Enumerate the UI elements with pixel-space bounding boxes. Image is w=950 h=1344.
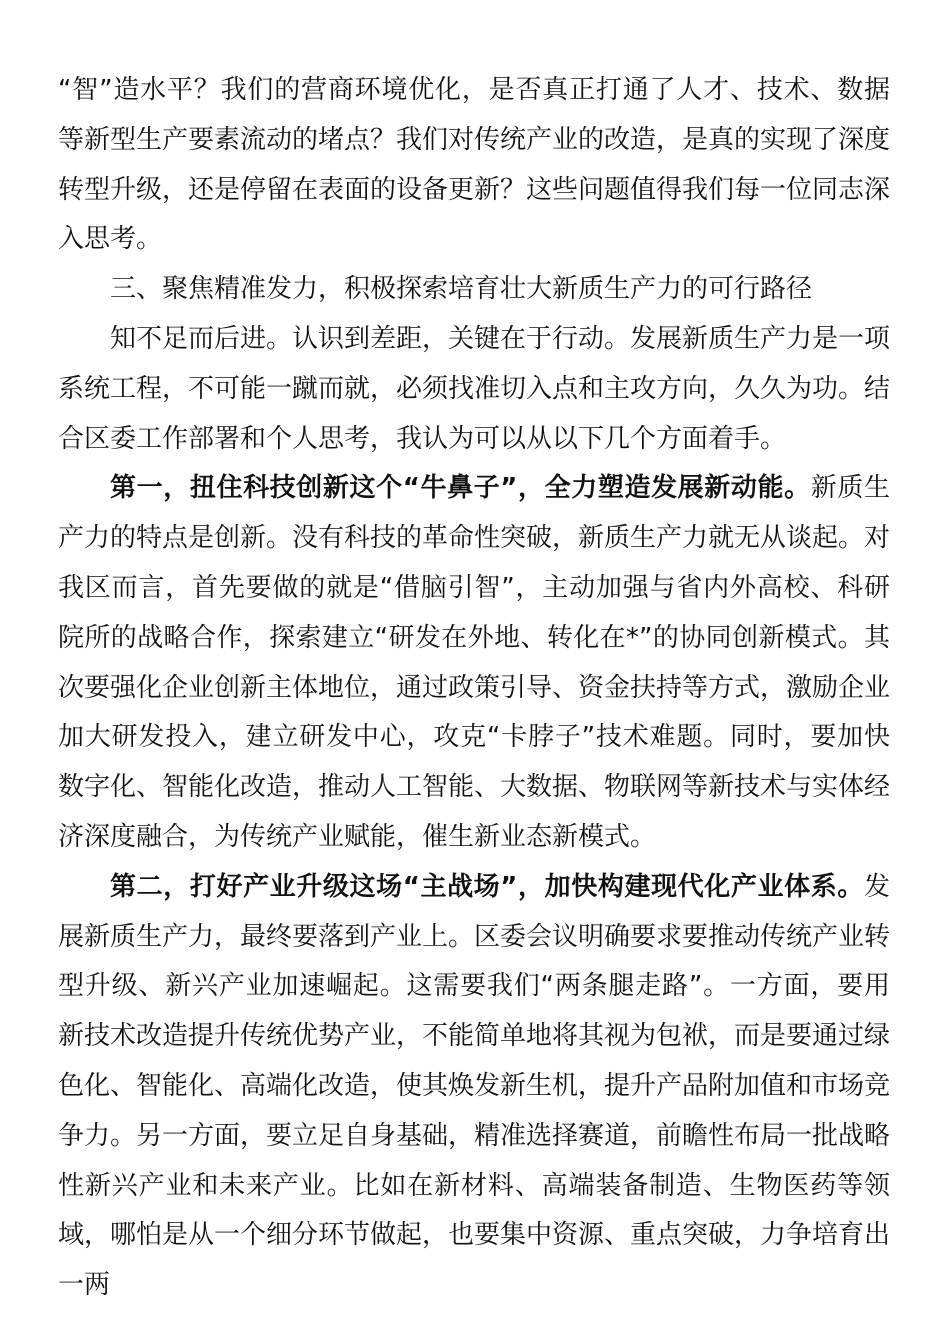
paragraph-text: 新质生产力的特点是创新。没有科技的革命性突破，新质生产力就无从谈起。对我区而言，首先要做的就是“借脑引智”，主动加强与省内外高校、科研院所的战略合作，探索建立“研发在外地、转化在*”的协同创新模式。其次要强化企业创新主体地位，通过政策引导、资金扶持等方式，激励企业加大研发投入，建立研发中心，攻克“卡脖子”技术难题。同时，要加快数字化、智能化改造，推动人工智能、大数据、物联网等新技术与实体经济深度融合，为传统产业赋能，催生新业态新模式。 [58,473,891,852]
paragraph-point-one [58,464,890,862]
section-heading-text: 三、聚焦精准发力，积极探索培育壮大新质生产力的可行路径 [110,274,813,305]
paragraph-point-two [58,863,890,1311]
section-heading [58,265,890,315]
paragraph-continuation [58,66,890,265]
document-page [58,66,890,1311]
paragraph-text: 发展新质生产力，最终要落到产业上。区委会议明确要求要推动传统产业转型升级、新兴产业加速崛起。这需要我们“两条腿走路”。一方面，要用新技术改造提升传统优势产业，不能简单地将其视为包袱，而是要通过绿色化、智能化、高端化改造，使其焕发新生机，提升产品附加值和市场竞争力。另一方面，要立足自身基础，精准选择赛道，前瞻性布局一批战略性新兴产业和未来产业。比如在新材料、高端装备制造、生物医药等领域，哪怕是从一个细分环节做起，也要集中资源、重点突破，力争培育出一两 [58,871,891,1301]
paragraph-lead: 第二，打好产业升级这场“主战场”，加快构建现代化产业体系。 [110,871,864,902]
paragraph-text: 知不足而后进。认识到差距，关键在于行动。发展新质生产力是一项系统工程，不可能一蹴而就，必须找准切入点和主攻方向，久久为功。结合区委工作部署和个人思考，我认为可以从以下几个方面着手。 [58,323,891,454]
paragraph-text: “智”造水平？我们的营商环境优化，是否真正打通了人才、技术、数据等新型生产要素流动的堵点？我们对传统产业的改造，是真的实现了深度转型升级，还是停留在表面的设备更新？这些问题值得我们每一位同志深入思考。 [58,75,891,255]
paragraph-intro [58,315,890,464]
paragraph-lead: 第一，扭住科技创新这个“牛鼻子”，全力塑造发展新动能。 [110,473,811,504]
